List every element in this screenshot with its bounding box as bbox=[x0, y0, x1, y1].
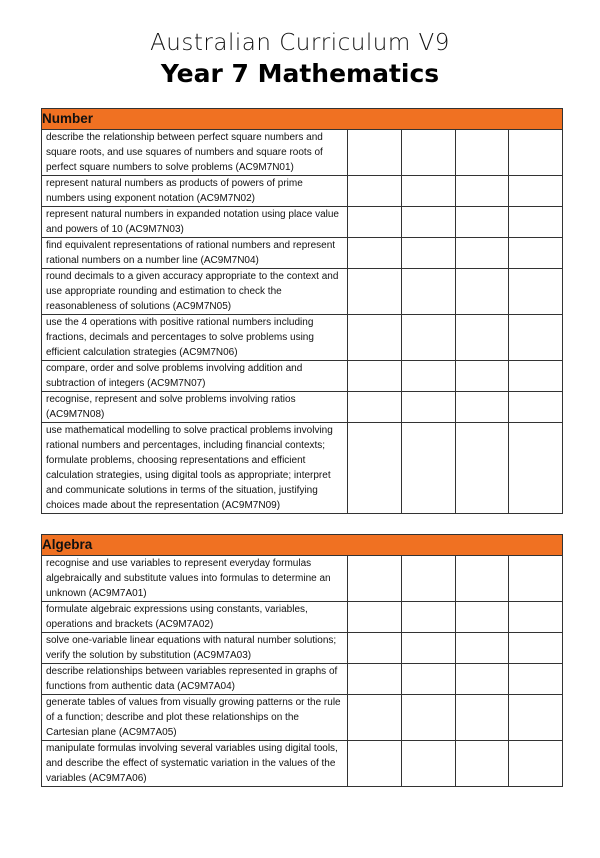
check-cell[interactable] bbox=[509, 361, 563, 392]
curriculum-descriptor: describe relationships between variables represented in graphs of functions from authentic data (AC9M7A04) bbox=[42, 664, 348, 695]
table-row bbox=[42, 633, 563, 664]
check-cell[interactable] bbox=[348, 315, 402, 361]
check-cell[interactable] bbox=[348, 238, 402, 269]
curriculum-descriptor: use the 4 operations with positive rational numbers including fractions, decimals and percentages to solve problems using efficient calculation strategies (AC9M7N06) bbox=[42, 315, 348, 361]
curriculum-descriptor: manipulate formulas involving several variables using digital tools, and describe the effect of systematic variation in the values of the variables (AC9M7A06) bbox=[42, 741, 348, 787]
algebra-section-header bbox=[42, 535, 563, 556]
check-cell[interactable] bbox=[401, 664, 455, 695]
check-cell[interactable] bbox=[401, 633, 455, 664]
check-cell[interactable] bbox=[348, 633, 402, 664]
check-cell[interactable] bbox=[455, 602, 509, 633]
check-cell[interactable] bbox=[348, 423, 402, 514]
curriculum-descriptor: solve one-variable linear equations with natural number solutions; verify the solution by substitution (AC9M7A03) bbox=[42, 633, 348, 664]
check-cell[interactable] bbox=[509, 392, 563, 423]
check-cell[interactable] bbox=[455, 207, 509, 238]
check-cell[interactable] bbox=[455, 695, 509, 741]
check-cell[interactable] bbox=[401, 269, 455, 315]
check-cell[interactable] bbox=[401, 176, 455, 207]
check-cell[interactable] bbox=[509, 315, 563, 361]
check-cell[interactable] bbox=[455, 664, 509, 695]
check-cell[interactable] bbox=[401, 741, 455, 787]
table-row bbox=[42, 361, 563, 392]
check-cell[interactable] bbox=[348, 207, 402, 238]
page-title: Year 7 Mathematics bbox=[160, 59, 440, 88]
check-cell[interactable] bbox=[401, 695, 455, 741]
curriculum-descriptor: represent natural numbers in expanded notation using place value and powers of 10 (AC9M7N03) bbox=[42, 207, 348, 238]
check-cell[interactable] bbox=[455, 361, 509, 392]
table-row bbox=[42, 556, 563, 602]
table-row bbox=[42, 741, 563, 787]
curriculum-descriptor: recognise, represent and solve problems involving ratios (AC9M7N08) bbox=[42, 392, 348, 423]
table-row bbox=[42, 423, 563, 514]
check-cell[interactable] bbox=[509, 238, 563, 269]
table-row bbox=[42, 207, 563, 238]
check-cell[interactable] bbox=[348, 361, 402, 392]
curriculum-descriptor: generate tables of values from visually growing patterns or the rule of a function; describe and plot these relationships on the Cartesian plane (AC9M7A05) bbox=[42, 695, 348, 741]
curriculum-descriptor: recognise and use variables to represent everyday formulas algebraically and substitute values into formulas to determine an unknown (AC9M7A01) bbox=[42, 556, 348, 602]
check-cell[interactable] bbox=[401, 602, 455, 633]
number-section-table bbox=[41, 108, 563, 514]
check-cell[interactable] bbox=[509, 602, 563, 633]
table-row bbox=[42, 695, 563, 741]
curriculum-descriptor: find equivalent representations of rational numbers and represent rational numbers on a number line (AC9M7N04) bbox=[42, 238, 348, 269]
check-cell[interactable] bbox=[455, 741, 509, 787]
section-title: Algebra bbox=[42, 535, 563, 556]
curriculum-descriptor: use mathematical modelling to solve practical problems involving rational numbers and percentages, including financial contexts; formulate problems, choosing representations and efficient calculation strategies, using digital tools as appropriate; interpret and communicate solutions in terms of the situation, justifying choices made about the representation (AC9M7N09) bbox=[42, 423, 348, 514]
check-cell[interactable] bbox=[509, 664, 563, 695]
check-cell[interactable] bbox=[348, 269, 402, 315]
table-row bbox=[42, 176, 563, 207]
check-cell[interactable] bbox=[348, 392, 402, 423]
check-cell[interactable] bbox=[401, 315, 455, 361]
check-cell[interactable] bbox=[455, 633, 509, 664]
check-cell[interactable] bbox=[348, 556, 402, 602]
table-row bbox=[42, 238, 563, 269]
check-cell[interactable] bbox=[455, 238, 509, 269]
check-cell[interactable] bbox=[509, 207, 563, 238]
check-cell[interactable] bbox=[509, 423, 563, 514]
curriculum-descriptor: compare, order and solve problems involving addition and subtraction of integers (AC9M7N07) bbox=[42, 361, 348, 392]
page-subtitle: Australian Curriculum V9 bbox=[150, 30, 450, 56]
curriculum-descriptor: formulate algebraic expressions using constants, variables, operations and brackets (AC9M7A02) bbox=[42, 602, 348, 633]
check-cell[interactable] bbox=[509, 633, 563, 664]
check-cell[interactable] bbox=[348, 664, 402, 695]
table-row bbox=[42, 664, 563, 695]
check-cell[interactable] bbox=[401, 392, 455, 423]
check-cell[interactable] bbox=[348, 602, 402, 633]
check-cell[interactable] bbox=[348, 741, 402, 787]
check-cell[interactable] bbox=[401, 361, 455, 392]
check-cell[interactable] bbox=[509, 269, 563, 315]
check-cell[interactable] bbox=[348, 176, 402, 207]
check-cell[interactable] bbox=[348, 130, 402, 176]
page-header bbox=[0, 28, 600, 89]
check-cell[interactable] bbox=[401, 207, 455, 238]
check-cell[interactable] bbox=[509, 556, 563, 602]
curriculum-descriptor: round decimals to a given accuracy appropriate to the context and use appropriate rounding and estimation to check the reasonableness of solutions (AC9M7N05) bbox=[42, 269, 348, 315]
check-cell[interactable] bbox=[509, 130, 563, 176]
check-cell[interactable] bbox=[401, 556, 455, 602]
curriculum-descriptor: describe the relationship between perfect square numbers and square roots, and use squares of numbers and square roots of perfect square numbers to solve problems (AC9M7N01) bbox=[42, 130, 348, 176]
table-row bbox=[42, 130, 563, 176]
table-row bbox=[42, 602, 563, 633]
check-cell[interactable] bbox=[401, 238, 455, 269]
check-cell[interactable] bbox=[455, 392, 509, 423]
check-cell[interactable] bbox=[509, 176, 563, 207]
check-cell[interactable] bbox=[455, 423, 509, 514]
check-cell[interactable] bbox=[401, 423, 455, 514]
section-title: Number bbox=[42, 109, 563, 130]
number-section-header bbox=[42, 109, 563, 130]
table-row bbox=[42, 269, 563, 315]
check-cell[interactable] bbox=[509, 695, 563, 741]
check-cell[interactable] bbox=[455, 130, 509, 176]
check-cell[interactable] bbox=[455, 269, 509, 315]
curriculum-descriptor: represent natural numbers as products of powers of prime numbers using exponent notation (AC9M7N02) bbox=[42, 176, 348, 207]
check-cell[interactable] bbox=[401, 130, 455, 176]
check-cell[interactable] bbox=[509, 741, 563, 787]
check-cell[interactable] bbox=[455, 176, 509, 207]
check-cell[interactable] bbox=[455, 556, 509, 602]
check-cell[interactable] bbox=[455, 315, 509, 361]
algebra-section-table bbox=[41, 534, 563, 787]
table-row bbox=[42, 392, 563, 423]
check-cell[interactable] bbox=[348, 695, 402, 741]
table-row bbox=[42, 315, 563, 361]
